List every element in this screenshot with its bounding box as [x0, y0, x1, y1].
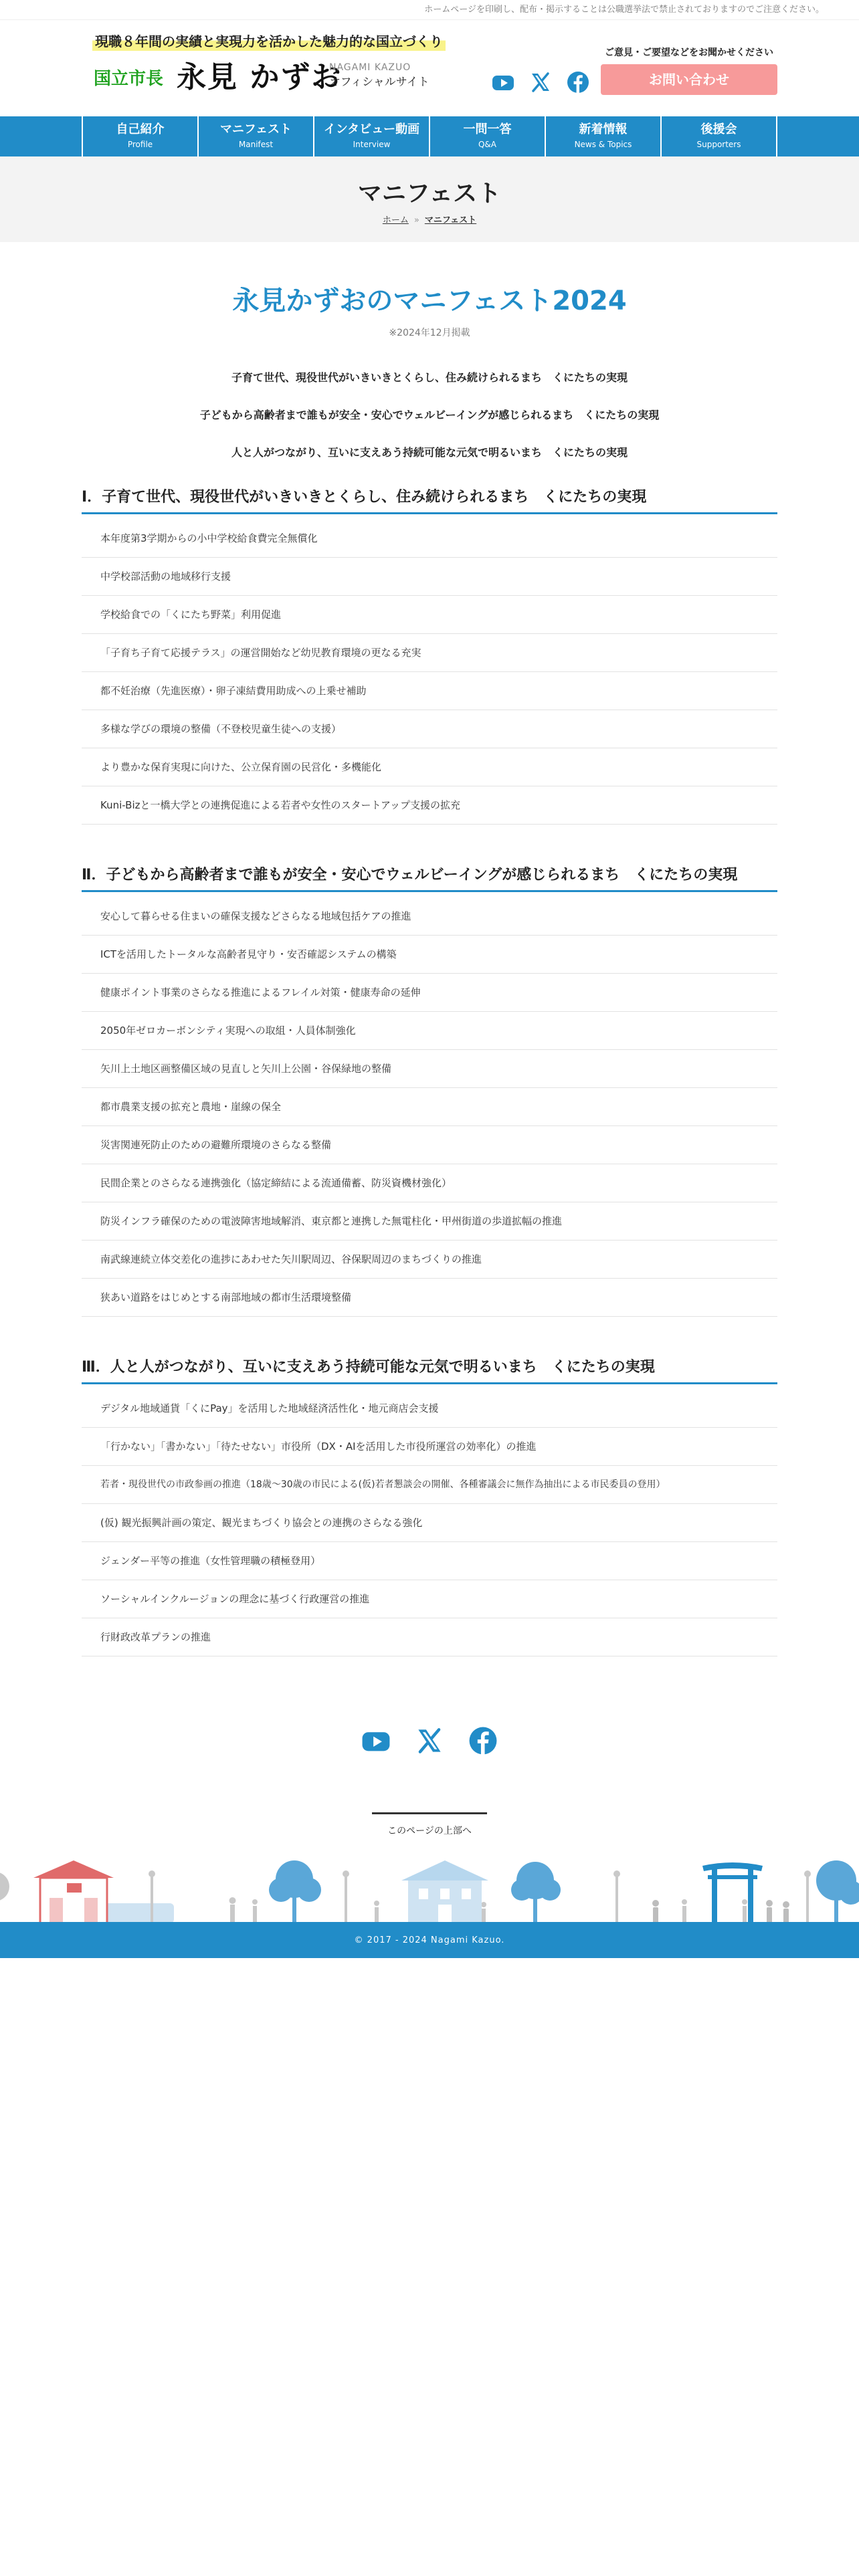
header-sns-links [491, 70, 590, 94]
page-header [0, 156, 859, 242]
policy-item: より豊かな保育実現に向けた、公立保育園の民営化・多機能化 [82, 748, 777, 786]
policy-item: 2050年ゼロカーボンシティ実現への取組・人員体制強化 [82, 1012, 777, 1050]
tagline: 現職８年間の実績と実現力を活かした魅力的な国立づくり [92, 32, 446, 51]
nav-sublabel: Interview [353, 140, 391, 149]
manifesto-section-2 [82, 865, 777, 1317]
official-site-label: オフィシャルサイト [329, 76, 430, 89]
policy-item: 本年度第3学期からの小中学校給食費完全無償化 [82, 520, 777, 558]
copyright: © 2017 - 2024 Nagami Kazuo. [354, 1935, 505, 1945]
policy-item: 「行かない」「書かない」「待たせない」市役所（DX・AIを活用した市役所運営の効率化）の推進 [82, 1428, 777, 1466]
nav-item-supporters[interactable] [662, 116, 777, 156]
nav-item-interview[interactable] [314, 116, 430, 156]
name-romaji: NAGAMI KAZUO [329, 62, 411, 73]
election-law-notice: ホームページを印刷し、配布・掲示することは公職選挙法で禁止されておりますのでご注意ください。 [0, 0, 859, 20]
nav-sublabel: Profile [127, 140, 153, 149]
contact-button[interactable]: お問い合わせ [601, 64, 777, 95]
summary-line: 子育て世代、現役世代がいきいきとくらし、住み続けられるまち くにたちの実現 [231, 371, 628, 384]
policy-list [82, 520, 777, 825]
candidate-name[interactable]: 永見 かずお [177, 60, 343, 94]
policy-item: 若者・現役世代の市政参画の推進（18歳〜30歳の市民による(仮)若者懇談会の開催、各種審議会に無作為抽出による市民委員の登用） [82, 1466, 777, 1504]
role-label: 国立市長 [94, 69, 164, 89]
breadcrumb-home[interactable]: ホーム [382, 215, 409, 225]
nav-item-profile[interactable] [83, 116, 199, 156]
policy-item: 健康ポイント事業のさらなる推進によるフレイル対策・健康寿命の延伸 [82, 974, 777, 1012]
policy-item: 都市農業支援の拡充と農地・崖線の保全 [82, 1088, 777, 1126]
nav-label: マニフェスト [219, 122, 292, 136]
policy-item: 防災インフラ確保のための電波障害地域解消、東京都と連携した無電柱化・甲州街道の歩道拡幅の推進 [82, 1202, 777, 1241]
summary-line: 人と人がつながり、互いに支えあう持続可能な元気で明るいまち くにたちの実現 [231, 446, 628, 459]
x-icon[interactable] [529, 70, 553, 94]
manifesto-summary [82, 369, 777, 461]
global-nav [0, 116, 859, 156]
policy-item: 民間企業とのさらなる連携強化（協定締結による流通備蓄、防災資機材強化） [82, 1164, 777, 1202]
page-title: マニフェスト [357, 180, 502, 207]
policy-item: 安心して暮らせる住まいの確保支援などさらなる地域包括ケアの推進 [82, 897, 777, 936]
site-label [329, 62, 430, 91]
policy-item: 都不妊治療（先進医療）・卵子凍結費用助成への上乗せ補助 [82, 672, 777, 710]
site-header [0, 20, 859, 116]
site-footer [0, 1923, 859, 1958]
policy-item: 狭あい道路をはじめとする南部地域の都市生活環境整備 [82, 1279, 777, 1317]
section-heading: Ⅲ．人と人がつながり、互いに支えあう持続可能な元気で明るいまち くにたちの実現 [82, 1357, 777, 1384]
back-to-top-link[interactable]: このページの上部へ [372, 1812, 487, 1837]
townscape-illustration [0, 1856, 859, 1923]
youtube-icon[interactable] [361, 1725, 391, 1756]
policy-item: ジェンダー平等の推進（女性管理職の積極登用） [82, 1542, 777, 1580]
policy-item: 行財政改革プランの推進 [82, 1618, 777, 1656]
nav-sublabel: Q&A [478, 140, 496, 149]
policy-item: (仮) 観光振興計画の策定、観光まちづくり協会との連携のさらなる強化 [82, 1504, 777, 1542]
policy-item: ICTを活用したトータルな高齢者見守り・安否確認システムの構築 [82, 936, 777, 974]
manifesto-section-3 [82, 1357, 777, 1656]
nav-label: インタビュー動画 [323, 122, 420, 136]
breadcrumb [0, 213, 859, 225]
nav-label: 自己紹介 [116, 122, 165, 136]
summary-line: 子どもから高齢者まで誰もが安全・安心でウェルビーイングが感じられるまち くにたちの実現 [199, 409, 660, 421]
nav-item-news[interactable] [546, 116, 662, 156]
policy-item: 多様な学びの環境の整備（不登校児童生徒への支援） [82, 710, 777, 748]
breadcrumb-current: マニフェスト [424, 215, 477, 225]
manifesto-section-1 [82, 487, 777, 825]
policy-item: 災害関連死防止のための避難所環境のさらなる整備 [82, 1126, 777, 1164]
nav-sublabel: News & Topics [574, 140, 632, 149]
nav-item-qa[interactable] [430, 116, 546, 156]
policy-item: デジタル地域通貨「くにPay」を活用した地域経済活性化・地元商店会支援 [82, 1390, 777, 1428]
policy-item: Kuni-Bizと一橋大学との連携促進による若者や女性のスタートアップ支援の拡充 [82, 786, 777, 825]
breadcrumb-separator: » [413, 215, 419, 225]
nav-item-manifest[interactable] [199, 116, 314, 156]
policy-item: 「子育ち子育て応援テラス」の運営開始など幼児教育環境の更なる充実 [82, 634, 777, 672]
policy-list [82, 1390, 777, 1656]
facebook-icon[interactable] [566, 70, 590, 94]
x-icon[interactable] [414, 1725, 445, 1756]
nav-label: 一問一答 [463, 122, 512, 136]
nav-sublabel: Supporters [696, 140, 741, 149]
nav-label: 後援会 [700, 122, 737, 136]
manifesto-date: ※2024年12月掲載 [389, 328, 470, 338]
policy-item: 矢川上土地区画整備区域の見直しと矢川上公園・谷保緑地の整備 [82, 1050, 777, 1088]
policy-item: 南武線連続立体交差化の進捗にあわせた矢川駅周辺、谷保駅周辺のまちづくりの推進 [82, 1241, 777, 1279]
policy-item: 中学校部活動の地域移行支援 [82, 558, 777, 596]
main-content [82, 242, 777, 1656]
footer-sns-links [0, 1725, 859, 1756]
facebook-icon[interactable] [468, 1725, 498, 1756]
manifesto-title: 永見かずおのマニフェスト2024 [232, 286, 627, 316]
nav-sublabel: Manifest [238, 140, 274, 149]
policy-item: ソーシャルインクルージョンの理念に基づく行政運営の推進 [82, 1580, 777, 1618]
youtube-icon[interactable] [491, 70, 515, 94]
policy-list [82, 897, 777, 1317]
contact-lead: ご意見・ご要望などをお聞かせください [605, 47, 773, 58]
nav-label: 新着情報 [579, 122, 628, 136]
contact-box [601, 45, 777, 95]
section-heading: Ⅰ．子育て世代、現役世代がいきいきとくらし、住み続けられるまち くにたちの実現 [82, 487, 777, 514]
section-heading: Ⅱ．子どもから高齢者まで誰もが安全・安心でウェルビーイングが感じられるまち くにたちの実現 [82, 865, 777, 892]
policy-item: 学校給食での「くにたち野菜」利用促進 [82, 596, 777, 634]
